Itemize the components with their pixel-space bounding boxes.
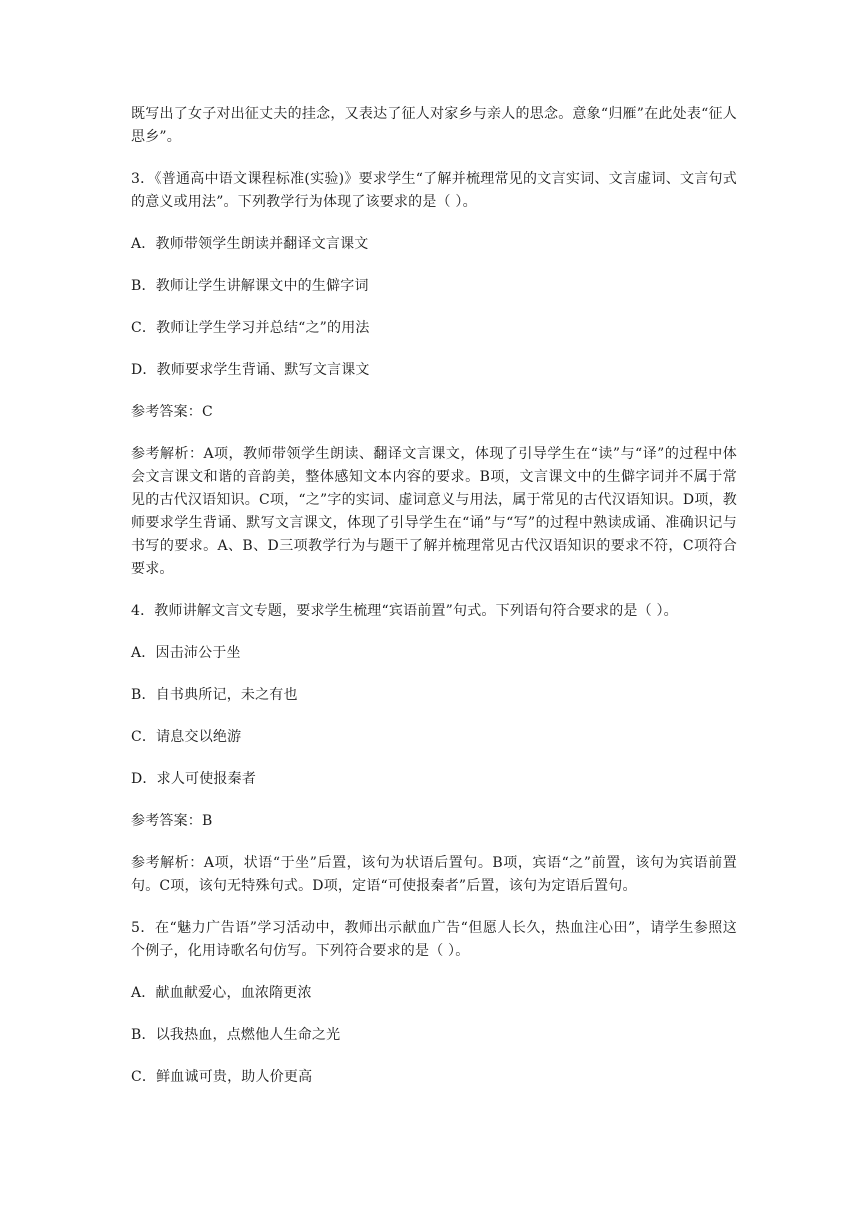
question-3-stem: 3．《普通高中语文课程标准(实验)》要求学生“了解并梳理常见的文言实词、文言虚词、文言句式的意义或用法”。下列教学行为体现了该要求的是（ ）。 [131,171,737,210]
question-4-option-c: C．请息交以绝游 [131,729,242,745]
question-5-option-b: B．以我热血，点燃他人生命之光 [131,1027,341,1043]
question-5-option-c: C．鲜血诚可贵，助人价更高 [131,1069,313,1085]
question-4-option-d: D．求人可使报秦者 [131,771,257,787]
question-4-option-b: B．自书典所记，未之有也 [131,687,298,703]
question-3-answer: 参考答案：C [131,404,213,420]
question-3-option-c: C．教师让学生学习并总结“之”的用法 [131,320,370,336]
question-4-stem: 4．教师讲解文言文专题，要求学生梳理“宾语前置”句式。下列语句符合要求的是（ ）。 [131,603,678,619]
question-3-option-d: D．教师要求学生背诵、默写文言课文 [131,362,370,378]
question-3-option-b: B．教师让学生讲解课文中的生僻字词 [131,278,369,294]
question-5-option-a: A．献血献爱心，血浓隋更浓 [131,985,312,1001]
question-5-stem: 5．在“魅力广告语”学习活动中，教师出示献血广告“但愿人长久，热血注心田”，请学生参照这个例子，化用诗歌名句仿写。下列符合要求的是（ ）。 [131,920,737,959]
question-4-answer: 参考答案：B [131,813,213,829]
document-page [131,103,737,1108]
question-3-option-a: A．教师带领学生朗读并翻译文言课文 [131,236,369,252]
continued-explanation: 既写出了女子对出征丈夫的挂念，又表达了征人对家乡与亲人的思念。意象“归雁”在此处表“征人思乡”。 [131,106,737,145]
question-3-explanation: 参考解析：A项，教师带领学生朗读、翻译文言课文，体现了引导学生在“读”与“译”的过程中体会文言课文和谐的音韵美，整体感知文本内容的要求。B项，文言课文中的生僻字词并不属于常见的古代汉语知识。C项，“之”字的实词、虚词意义与用法，属于常见的古代汉语知识。D项，教师要求学生背诵、默写文言课文，体现了引导学生在“诵”与“写”的过程中熟读成诵、准确识记与书写的要求。A、B、D三项教学行为与题干了解并梳理常见古代汉语知识的要求不符，C项符合要求。 [131,446,737,577]
question-4-explanation: 参考解析：A项，状语“于坐”后置，该句为状语后置句。B项，宾语“之”前置，该句为宾语前置句。C项，该句无特殊句式。D项，定语“可使报秦者”后置，该句为定语后置句。 [131,855,737,894]
question-4-option-a: A．因击沛公于坐 [131,645,241,661]
